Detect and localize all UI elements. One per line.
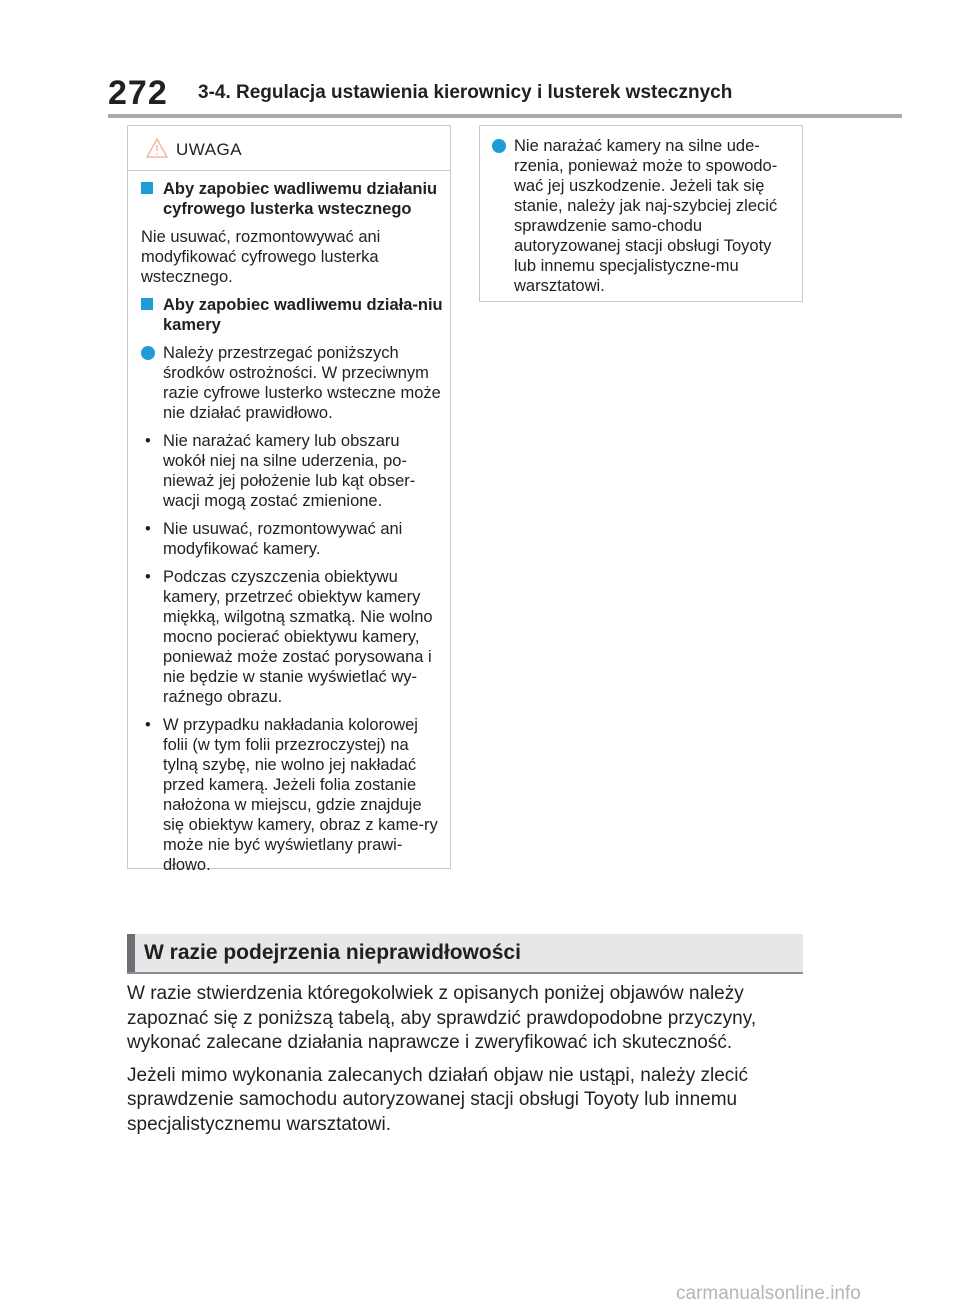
header-divider	[108, 114, 902, 118]
warning-body	[128, 171, 450, 875]
warning-box	[127, 125, 451, 874]
banner-accent-bar	[127, 934, 135, 972]
warning-continued-box	[479, 125, 803, 302]
warning-heading	[141, 179, 444, 219]
list-item-text: Nie usuwać, rozmontowywać ani modyfikować kamery.	[163, 520, 403, 558]
dot-item-text: Należy przestrzegać poniższych środków ostrożności. W przeciwnym razie cyfrowe lusterko wsteczne może nie działać prawidłowo.	[163, 344, 441, 422]
section-title: W razie podejrzenia nieprawidłowości	[144, 941, 521, 964]
warning-heading	[141, 295, 444, 335]
list-item-text: Nie narażać kamery lub obszaru wokół niej na silne uderzenia, po-nieważ jej położenie lub kąt obser-wacji mogą zostać zmienione.	[163, 432, 416, 510]
section-banner	[127, 934, 803, 974]
square-bullet-icon	[141, 182, 153, 194]
warning-heading-text: Aby zapobiec wadliwemu działa-niu kamery	[163, 296, 443, 334]
dot-item-text: Nie narażać kamery na silne ude-rzenia, ponieważ może to spowodo-wać jej uszkodzenie. Jeżeli tak się stanie, należy jak naj-szybciej zlecić sprawdzenie samo-chodu autoryzowanej stacji obsługi Toyoty lub innemu specjalistyczne-mu warsztatowi.	[514, 137, 778, 295]
warning-paragraph: Nie usuwać, rozmontowywać ani modyfikować cyfrowego lusterka wstecznego.	[141, 228, 381, 286]
list-item	[141, 431, 444, 511]
square-bullet-icon	[141, 298, 153, 310]
chapter-title: 3-4. Regulacja ustawienia kierownicy i lusterek wstecznych	[198, 82, 733, 103]
bullet-icon: •	[145, 716, 151, 734]
bullet-icon: •	[145, 568, 151, 586]
warning-label: UWAGA	[176, 140, 243, 159]
list-item-text: W przypadku nakładania kolorowej folii (w tym folii przezroczystej) na tylną szybę, nie wolno jej nakładać przed kamerą. Jeżeli folia zostanie nałożona w miejscu, gdzie znajduje się obiektyw kamery, obraz z kame-ry może nie być wyświetlany prawi-dłowo.	[163, 716, 438, 874]
warning-header	[128, 126, 450, 171]
section-body	[127, 982, 807, 1145]
warning-heading-text: Aby zapobiec wadliwemu działaniu cyfrowego lusterka wstecznego	[163, 180, 438, 218]
circle-bullet-icon	[492, 139, 506, 153]
page-number: 272	[108, 74, 168, 112]
warning-dot-item	[492, 136, 796, 296]
warning-triangle-icon	[146, 138, 168, 158]
bullet-icon: •	[145, 520, 151, 538]
list-item	[141, 519, 444, 559]
warning-dot-item	[141, 343, 444, 423]
body-paragraph: Jeżeli mimo wykonania zalecanych działań objaw nie ustąpi, należy zlecić sprawdzenie samochodu autoryzowanej stacji obsługi Toyoty lub innemu specjalistycznemu warsztatowi.	[127, 1064, 748, 1135]
watermark: carmanualsonline.info	[676, 1283, 861, 1304]
list-item	[141, 715, 444, 875]
list-item	[141, 567, 444, 707]
list-item-text: Podczas czyszczenia obiektywu kamery, przetrzeć obiektyw kamery miękką, wilgotną szmatką. Nie wolno mocno pocierać obiektywu kamery, ponieważ może zostać porysowana i nie będzie w stanie wyświetlać wy-raźnego obrazu.	[163, 568, 433, 706]
body-paragraph: W razie stwierdzenia któregokolwiek z opisanych poniżej objawów należy zapoznać się z poniższą tabelą, aby sprawdzić prawdopodobne przyczyny, wykonać zalecane działania naprawcze i zweryfikować ich skuteczność.	[127, 983, 757, 1053]
circle-bullet-icon	[141, 346, 155, 360]
bullet-icon: •	[145, 432, 151, 450]
